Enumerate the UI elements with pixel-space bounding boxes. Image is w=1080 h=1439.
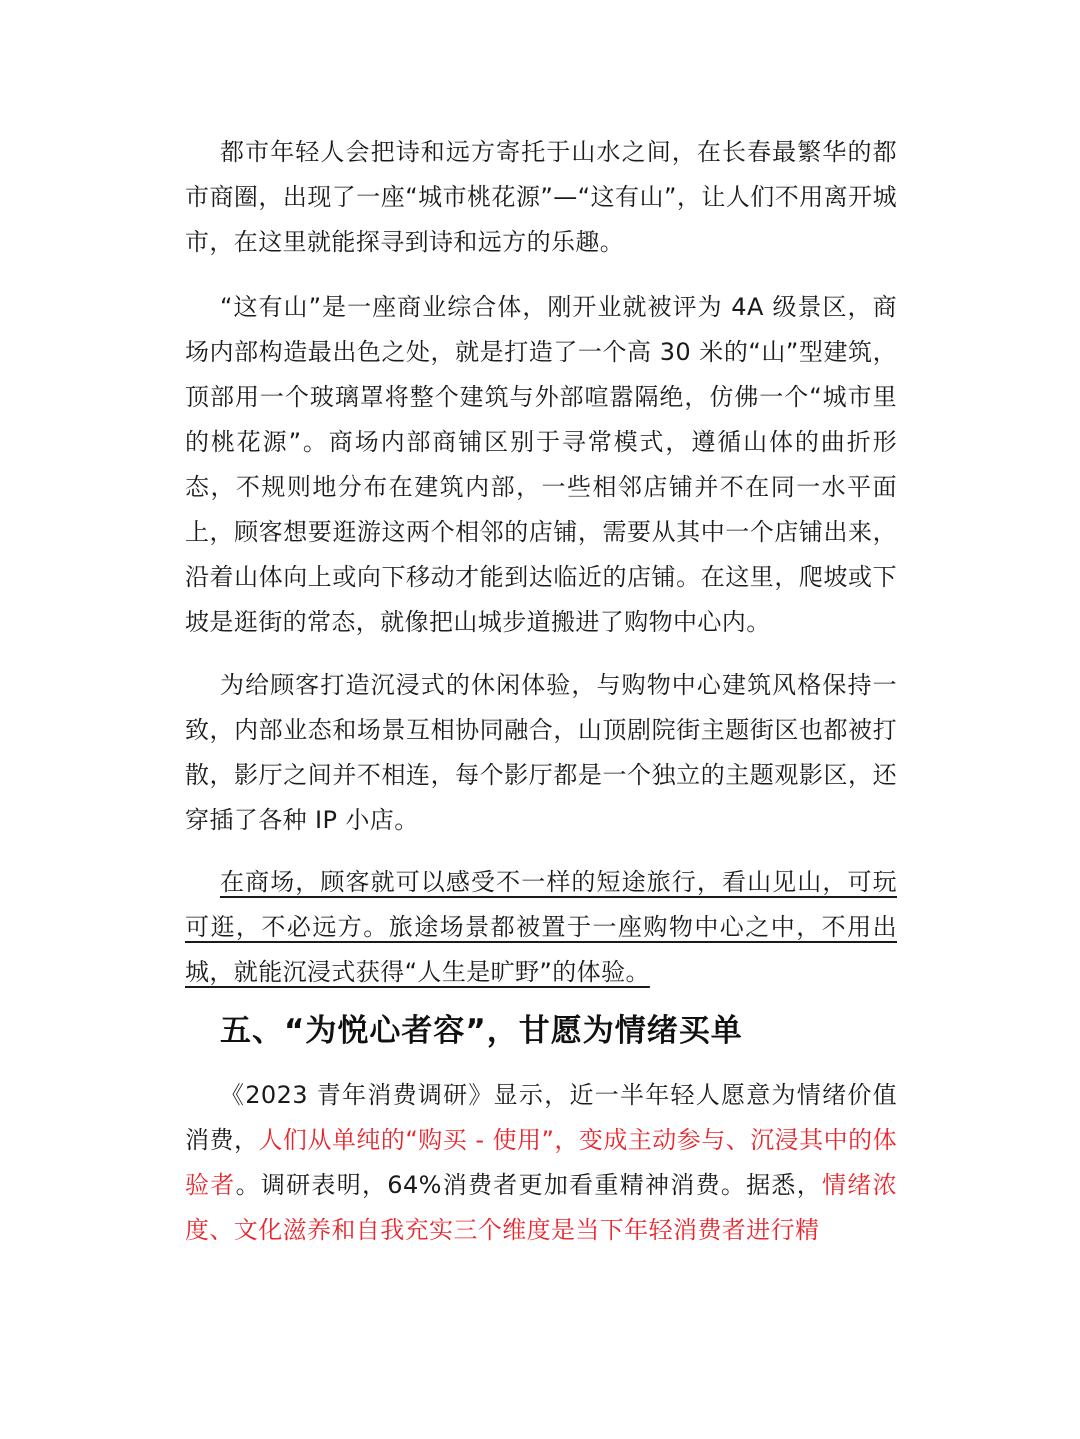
paragraph-survey	[185, 1073, 897, 1253]
paragraph-intro: 都市年轻人会把诗和远方寄托于山水之间，在长春最繁华的都市商圈，出现了一座“城市桃花源”—“这有山”，让人们不用离开城市，在这里就能探寻到诗和远方的乐趣。	[185, 138, 897, 256]
article-body	[185, 130, 897, 1273]
survey-text-1: 《2023 青年消费调研》显示，近一半年轻人愿意为情绪价值消费，	[185, 1081, 897, 1154]
survey-text-2: 。调研表明，64%消费者更加看重精神消费。据悉，	[235, 1171, 823, 1199]
survey-highlight-1: 人们从单纯的“购买 - 使用”，变成主动参与、沉浸其中的体验者	[185, 1126, 898, 1199]
survey-highlight-2: 情绪浓度、文化滋养和自我充实三个维度是当下年轻消费者进行精	[185, 1171, 897, 1244]
paragraph-short-trip: 在商场，顾客就可以感受不一样的短途旅行，看山见山，可玩可逛，不必远方。旅途场景都被置于一座购物中心之中，不用出城，就能沉浸式获得“人生是旷野”的体验。	[185, 868, 897, 986]
paragraph-zheyoushan: “这有山”是一座商业综合体，刚开业就被评为 4A 级景区，商场内部构造最出色之处，就是打造了一个高 30 米的“山”型建筑，顶部用一个玻璃罩将整个建筑与外部喧嚣隔绝，仿佛一个“城市里的桃花源”。商场内部商铺区别于寻常模式，遵循山体的曲折形态，不规则地分布在建筑内部，一些相邻店铺并不在同一水平面上，顾客想要逛游这两个相邻的店铺，需要从其中一个店铺出来，沿着山体向上或向下移动才能到达临近的店铺。在这里，爬坡或下坡是逛街的常态，就像把山城步道搬进了购物中心内。	[185, 293, 897, 636]
paragraph-immersive: 为给顾客打造沉浸式的休闲体验，与购物中心建筑风格保持一致，内部业态和场景互相协同融合，山顶剧院街主题街区也都被打散，影厅之间并不相连，每个影厅都是一个独立的主题观影区，还穿插了各种 IP 小店。	[185, 671, 897, 834]
section-heading-five: 五、“为悦心者容”，甘愿为情绪买单	[220, 1013, 743, 1049]
